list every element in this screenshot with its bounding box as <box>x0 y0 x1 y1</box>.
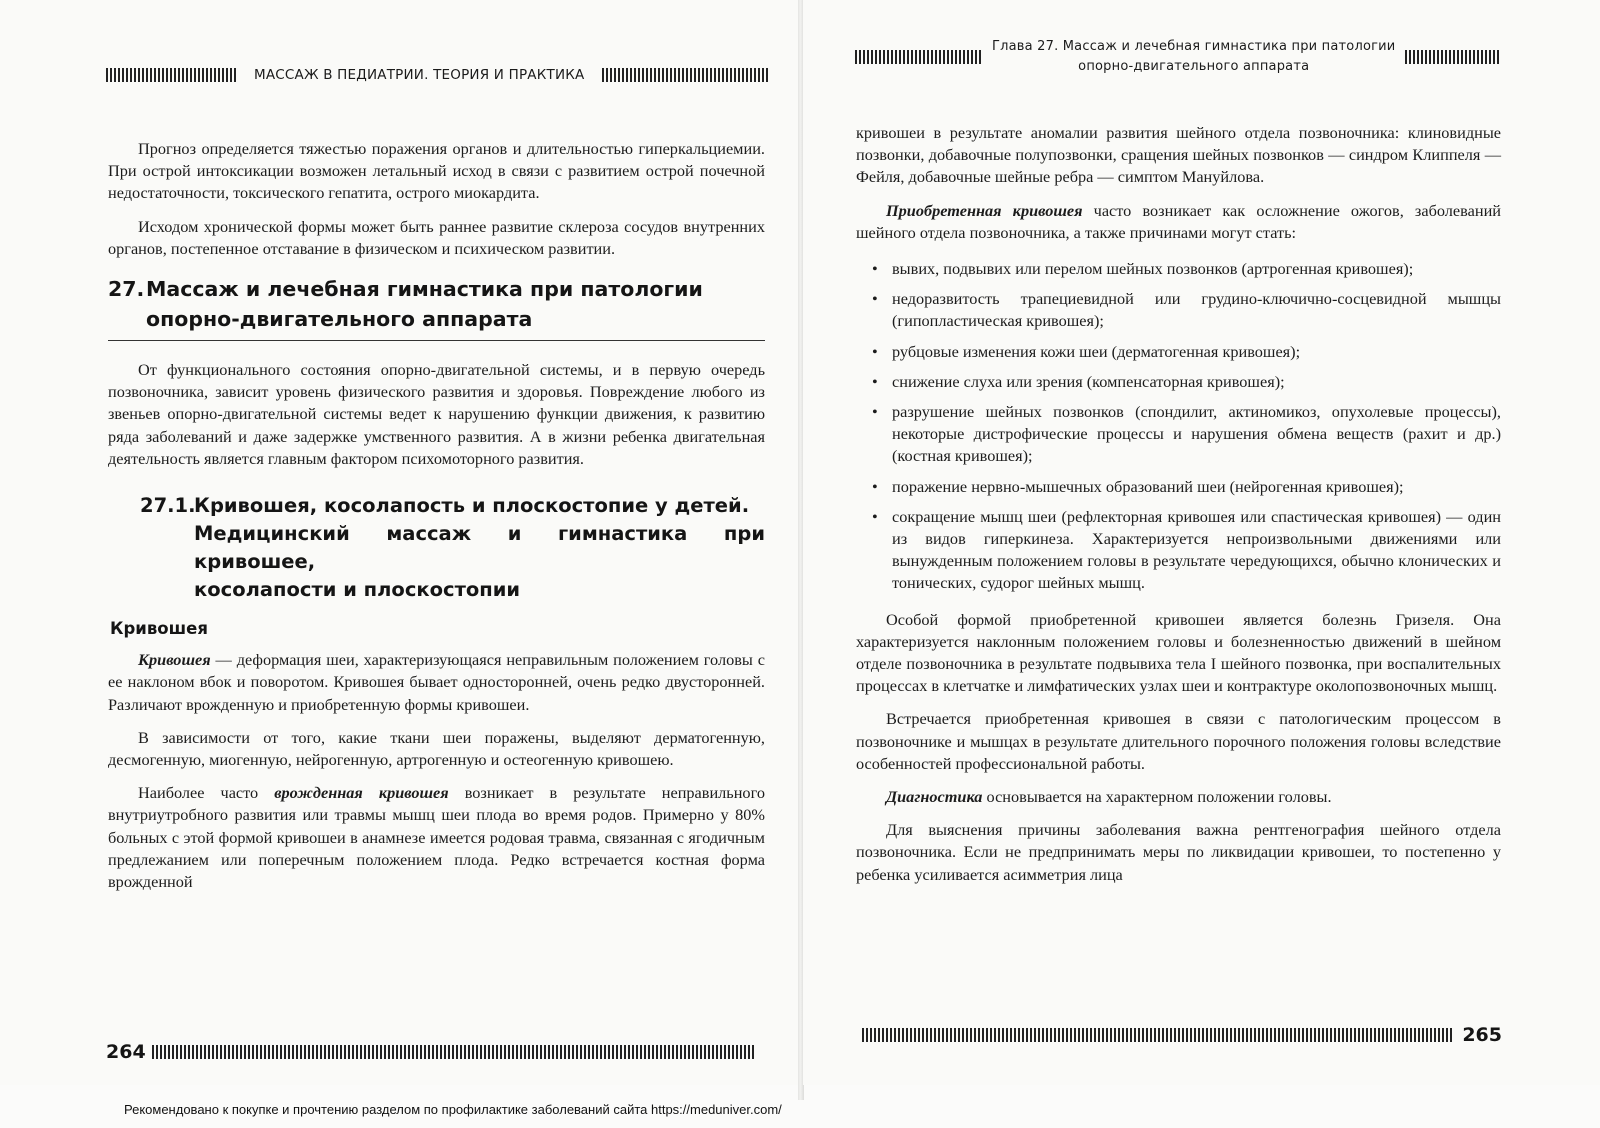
right-footer <box>862 1026 1502 1044</box>
list-item: • разрушение шейных позвонков (спондилит, актиномикоз, опухолевые процессы), некоторые дистрофические процессы и нарушения обмена веществ (рахит и др.) (костная кривошея); <box>870 401 1501 468</box>
header-bar-decoration <box>855 50 982 64</box>
term-highlight: врожденная кривошея <box>274 783 449 803</box>
paragraph-text: часто возникает как осложнение ожогов, заболеваний шейного отдела позвоночника, а также причинами могут стать: <box>856 200 1501 242</box>
page-number: 265 <box>1462 1024 1502 1046</box>
footer-bar-decoration <box>152 1045 756 1059</box>
chapter-number: 27. <box>108 277 145 302</box>
left-footer <box>106 1041 756 1063</box>
chapter-rule <box>108 340 765 341</box>
list-item: • сокращение мышц шеи (рефлекторная кривошея или спастическая кривошея) — один из видов гиперкинеза. Характеризуется непроизвольными движениями или вынужденным положением головы в результате чередующихся, обычно клонических и тонических, судорог шейных мышц. <box>870 506 1501 595</box>
list-item: • вывих, подвывих или перелом шейных позвонков (артрогенная кривошея); <box>870 258 1501 280</box>
left-running-head <box>106 65 770 85</box>
paragraph-text: возникает в результате неправильного внутриутробного развития или травмы мышц шеи плода во время родов. Примерно у 80% больных с этой формой кривошеи в анамнезе имеется родовая травма, связанная с ягодичным предлежанием или поперечным положением плода. Редко встречается костная форма врожденной <box>108 783 765 892</box>
paragraph <box>856 786 1501 808</box>
header-bar-decoration <box>602 68 770 82</box>
paragraph: Особой формой приобретенной кривошеи является болезнь Гризеля. Она характеризуется наклонным положением головы и болезненностью движений в шейном отделе позвоночника в результате подвывиха тела I шейного позвонка, при воспалительных процессах в клетчатке и лимфатических узлах шеи и контрактуре околопозвоночных мышц. <box>856 609 1501 696</box>
left-text-column <box>108 138 765 904</box>
paragraph <box>856 200 1501 244</box>
section-title-line2: Медицинский массаж и гимнастика при кривошее, <box>194 522 765 574</box>
section-title-line3: косолапости и плоскостопии <box>194 578 521 602</box>
list-item: • поражение нервно-мышечных образований шеи (нейрогенная кривошея); <box>870 476 1501 498</box>
chapter-heading <box>108 274 765 334</box>
promo-footer-text: Рекомендовано к покупке и прочтению разделом по профилактике заболеваний сайта https://meduniver.com/ <box>124 1102 782 1117</box>
running-head-line1: Глава 27. Массаж и лечебная гимнастика при патологии <box>992 39 1396 54</box>
paragraph: Встречается приобретенная кривошея в связи с патологическим процессом в позвоночнике и мышцах в результате длительного порочного положения головы вследствие особенностей профессиональной работы. <box>856 709 1501 773</box>
running-head-line2: опорно-двигательного аппарата <box>1078 59 1310 74</box>
page-number: 264 <box>106 1041 146 1063</box>
paragraph-text: основывается на характерном положении головы. <box>982 787 1332 807</box>
list-item: • недоразвитость трапециевидной или грудино-ключично-сосцевидной мышцы (гипопластическая кривошея); <box>870 288 1501 332</box>
header-bar-decoration <box>106 68 236 82</box>
paragraph: Для выяснения причины заболевания важна рентгенография шейного отдела позвоночника. Если не предпринимать меры по ликвидации кривошеи, то постепенно у ребенка усиливается асимметрия лица <box>856 820 1501 884</box>
section-heading <box>140 492 765 604</box>
paragraph: Прогноз определяется тяжестью поражения органов и длительностью гиперкальциемии. При острой интоксикации возможен летальный исход в связи с развитием острой почечной недостаточности, токсического гепатита, острого миокардита. <box>108 139 765 203</box>
paragraph: В зависимости от того, какие ткани шеи поражены, выделяют дерматогенную, десмогенную, миогенную, нейрогенную, артрогенную и остеогенную кривошею. <box>108 727 765 770</box>
right-running-head-text <box>992 37 1395 77</box>
paragraph: Исходом хронической формы может быть раннее развитие склероза сосудов внутренних органов, постепенное отставание в физическом и психическом развитии. <box>108 216 765 258</box>
subsection-heading: Кривошея <box>110 619 208 639</box>
continuation-paragraph: кривошеи в результате аномалии развития шейного отдела позвоночника: клиновидные позвонки, добавочные полупозвонки, сращения шейных позвонков — синдром Клиппеля — Фейля, добавочные шейные ребра — симптом Мануйлова. <box>856 123 1501 187</box>
term-highlight: Диагностика <box>886 787 983 807</box>
term-highlight: Приобретенная кривошея <box>886 200 1083 220</box>
paragraph <box>108 649 765 716</box>
chapter-title-line1: Массаж и лечебная гимнастика при патологии <box>146 277 703 302</box>
left-running-head-text: МАССАЖ В ПЕДИАТРИИ. ТЕОРИЯ И ПРАКТИКА <box>254 67 585 83</box>
paragraph-text: — деформация шеи, характеризующаяся неправильным положением головы с ее наклоном вбок и поворотом. Кривошея бывает односторонней, очень редко двусторонней. Различают врожденную и приобретенную формы кривошеи. <box>108 650 765 714</box>
paragraph-text: Наиболее часто <box>138 783 275 803</box>
term-highlight: Кривошея <box>138 650 211 670</box>
section-title-line1: Кривошея, косолапость и плоскостопие у детей. <box>194 494 750 518</box>
list-item: • рубцовые изменения кожи шеи (дерматогенная кривошея); <box>870 341 1501 363</box>
right-running-head <box>855 37 1501 77</box>
chapter-intro-paragraph: От функционального состояния опорно-двигательной системы, и в первую очередь позвоночника, зависит уровень физического развития и здоровья. Повреждение любого из звеньев опорно-двигательной системы ведет к нарушению функции движения, к развитию ряда заболеваний и даже задержке умственного развития. А в жизни ребенка двигательная деятельность является главным фактором психомоторного развития. <box>108 360 765 468</box>
header-bar-decoration <box>1405 50 1501 64</box>
paragraph <box>108 782 765 893</box>
chapter-title-line2: опорно-двигательного аппарата <box>146 307 533 332</box>
right-text-column <box>856 122 1501 897</box>
causes-list <box>870 258 1501 595</box>
list-item: • снижение слуха или зрения (компенсаторная кривошея); <box>870 371 1501 393</box>
section-number: 27.1. <box>140 494 196 518</box>
footer-bar-decoration <box>862 1028 1454 1042</box>
